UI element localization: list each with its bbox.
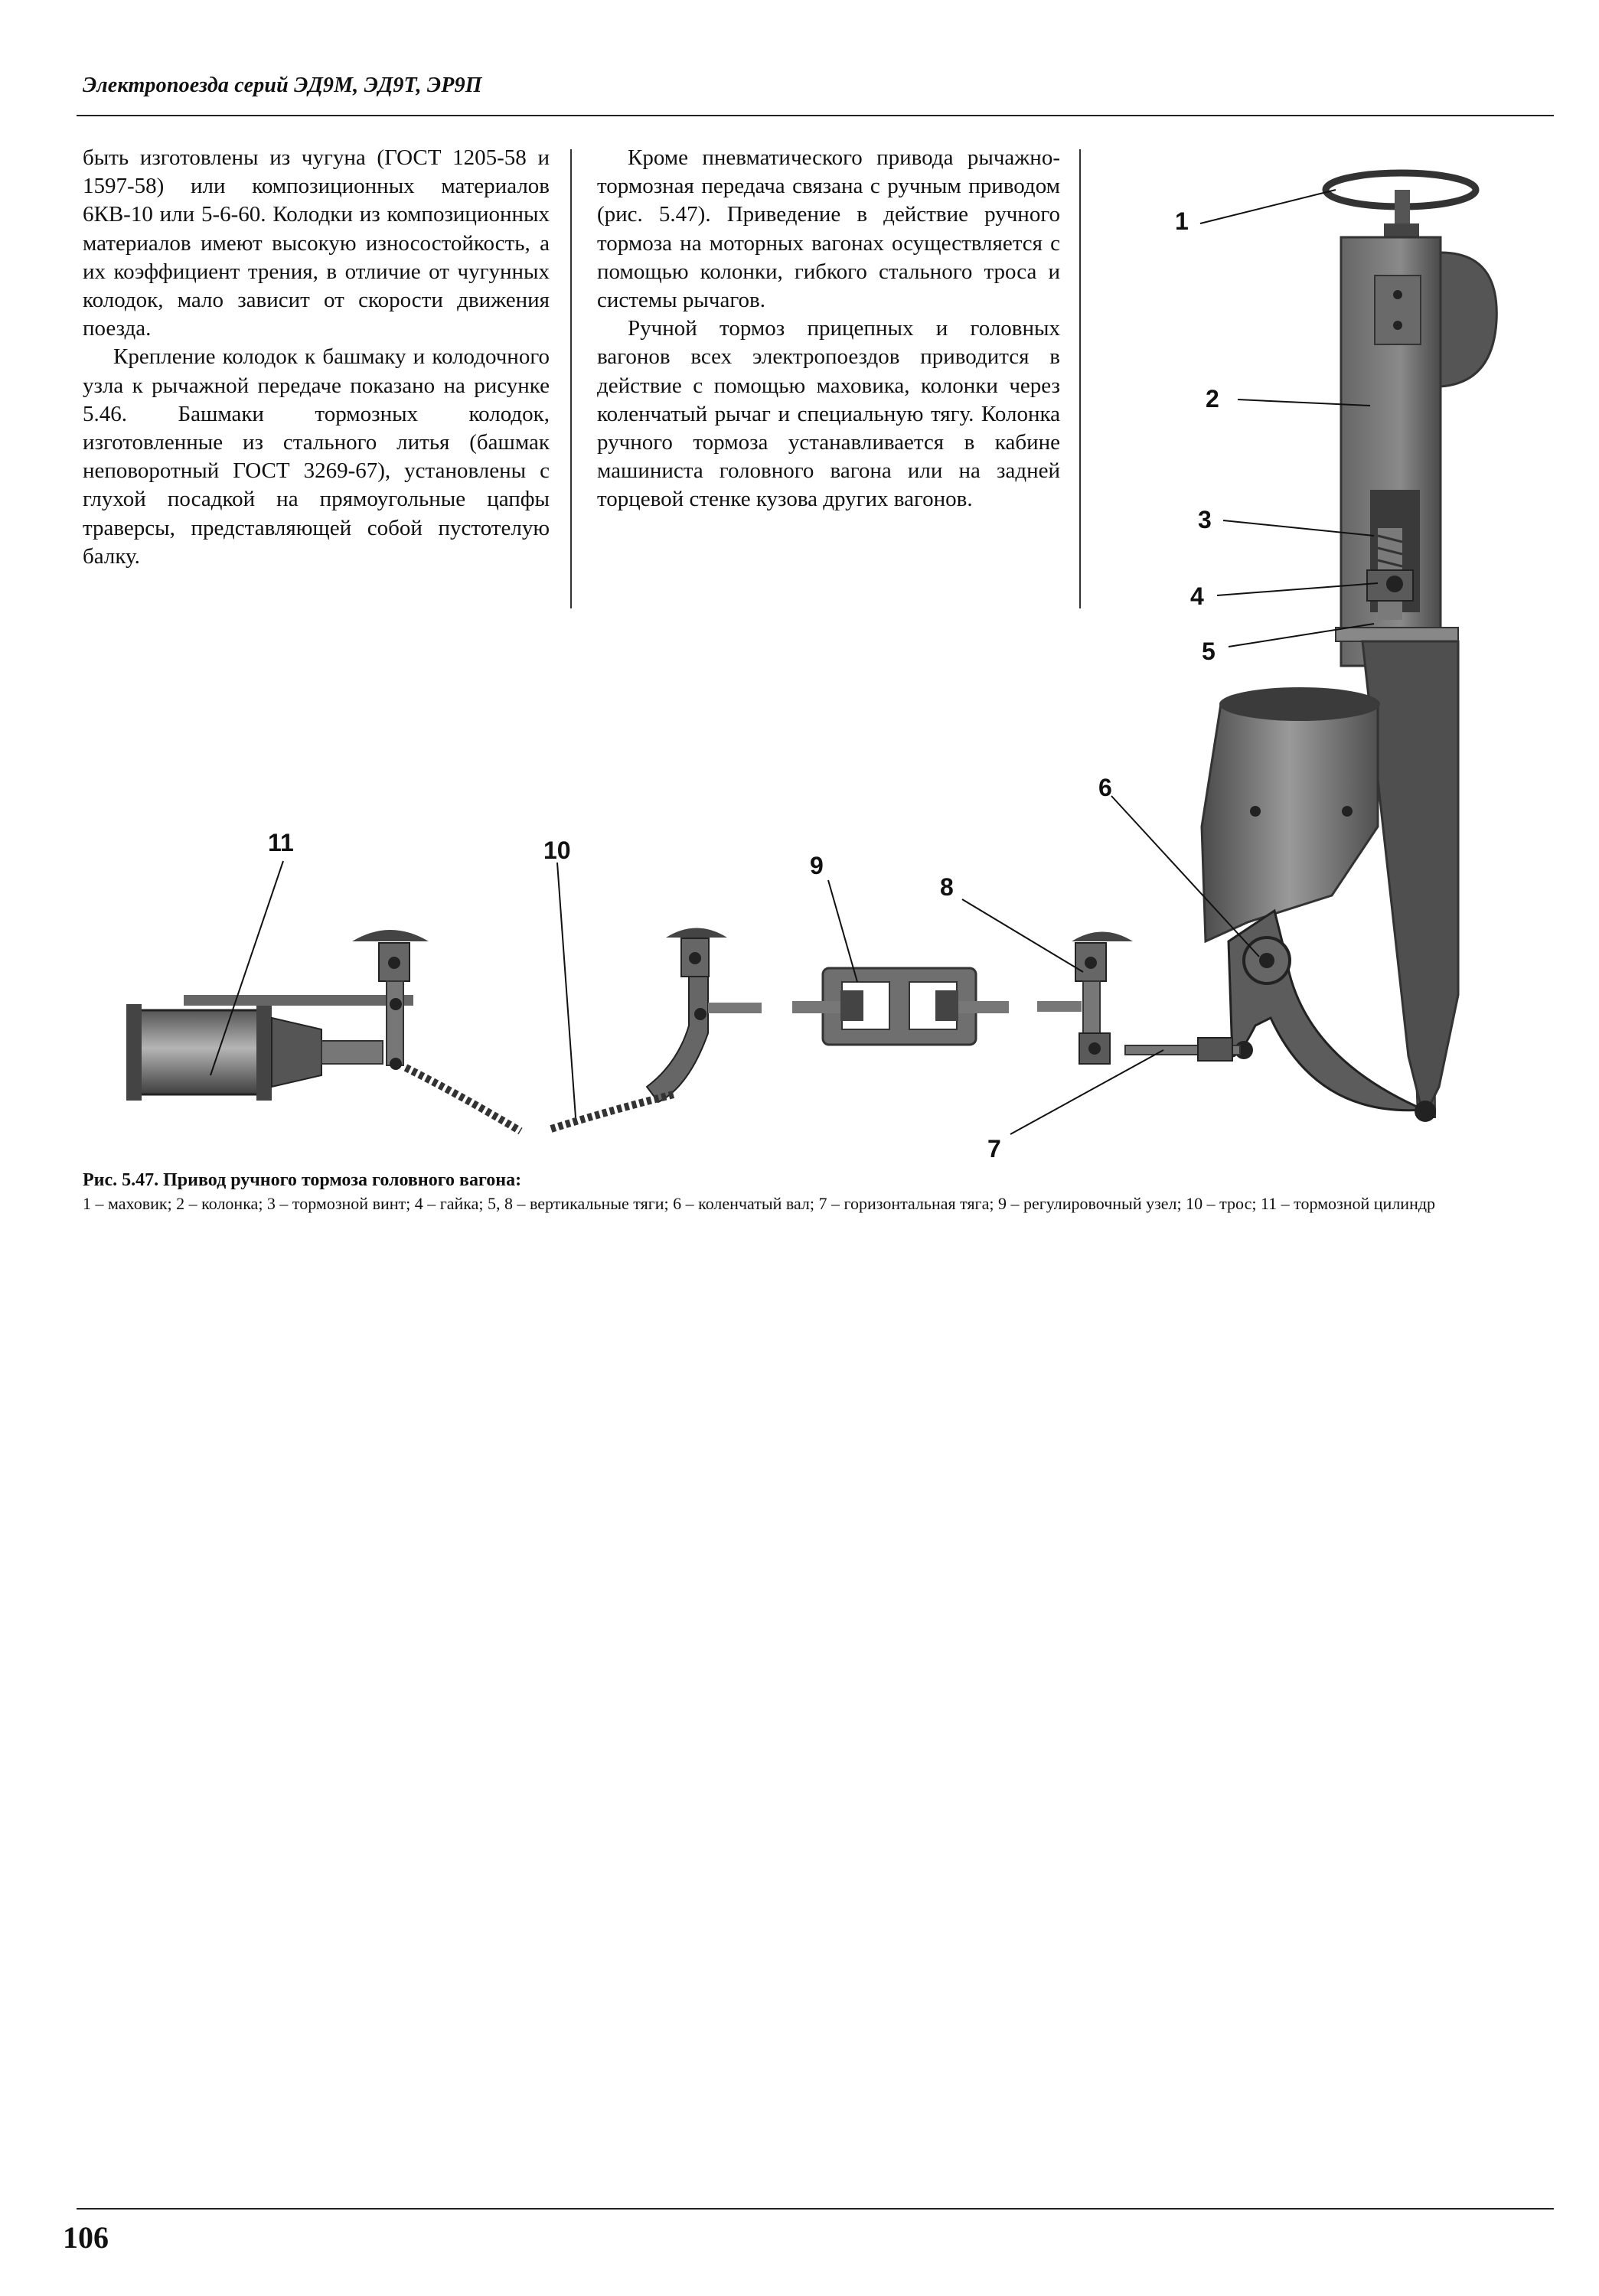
callout-7: 7	[987, 1135, 1001, 1163]
cable-lever	[647, 928, 762, 1103]
horizontal-rod-7	[1125, 1038, 1240, 1061]
callout-2: 2	[1206, 385, 1219, 413]
figure-caption	[83, 1168, 1564, 1215]
column-divider-left	[570, 149, 572, 608]
right-text-column	[597, 144, 1060, 514]
right-paragraph-2: Ручной тормоз прицепных и головных вагонов всех электропоездов приводится в действие с помощью маховика, колонки через коленчатый рычаг и специальную тягу. Колонка ручного тормоза устанавливается в кабине машиниста головного вагона или на задней торцевой стенке кузова других вагонов.	[597, 316, 1060, 512]
page-number: 106	[63, 2220, 109, 2255]
callout-5: 5	[1202, 638, 1216, 665]
caption-legend: 1 – маховик; 2 – колонка; 3 – тормозной винт; 4 – гайка; 5, 8 – вертикальные тяги; 6 – коленчатый вал; 7 – горизонтальная тяга; 9 – регулировочный узел; 10 – трос; 11 – тормозной цилиндр	[83, 1194, 1436, 1213]
callout-9: 9	[810, 852, 824, 879]
cable	[551, 1094, 674, 1129]
adjusting-unit-9	[792, 968, 1009, 1045]
left-paragraph-1: быть изготовлены из чугуна (ГОСТ 1205-58 и 1597-58) или композиционных материалов 6КВ-10 или 5-6-60. Колодки из композиционных материалов имеют высокую износостойкость, а их коэффициент трения, в отличие от чугунных колодок, мало зависит от скорости движения поезда.	[83, 145, 550, 341]
right-paragraph-1: Кроме пневматического привода рычажно-тормозная передача связана с ручным приводом (рис. 5.47). Приведение в действие ручного тормоза на моторных вагонах осуществляется с помощью колонки, гибкого стального троса и системы рычагов.	[597, 145, 1060, 313]
vertical-rod-8	[1037, 932, 1133, 1065]
header-rule	[77, 115, 1554, 116]
callout-3: 3	[1198, 506, 1212, 533]
brake-column	[1341, 237, 1496, 666]
left-paragraph-2: Крепление колодок к башмаку и колодочного узла к рычажной передаче показано на рисунке 5.46. Башмаки тормозных колодок, изготовленные из стального литья (башмак неповоротный ГОСТ 3269-67), установлены с глухой посадкой на прямоугольные цапфы траверсы, представляющей собой пустотелую балку.	[83, 344, 550, 569]
callout-10: 10	[543, 837, 571, 864]
caption-title: Рис. 5.47. Привод ручного тормоза головного вагона:	[83, 1170, 522, 1190]
column-divider-right	[1079, 149, 1081, 608]
callout-4: 4	[1190, 582, 1204, 610]
brake-cylinder-11	[126, 930, 520, 1131]
footer-rule	[77, 2208, 1554, 2210]
callout-8: 8	[940, 873, 954, 901]
callout-11: 11	[268, 829, 294, 856]
nut	[1367, 570, 1413, 601]
callout-6: 6	[1098, 774, 1112, 801]
left-text-column	[83, 144, 550, 571]
callout-1: 1	[1175, 207, 1189, 235]
handwheel	[1326, 173, 1476, 237]
running-header: Электропоезда серий ЭД9М, ЭД9Т, ЭР9П	[83, 73, 482, 97]
